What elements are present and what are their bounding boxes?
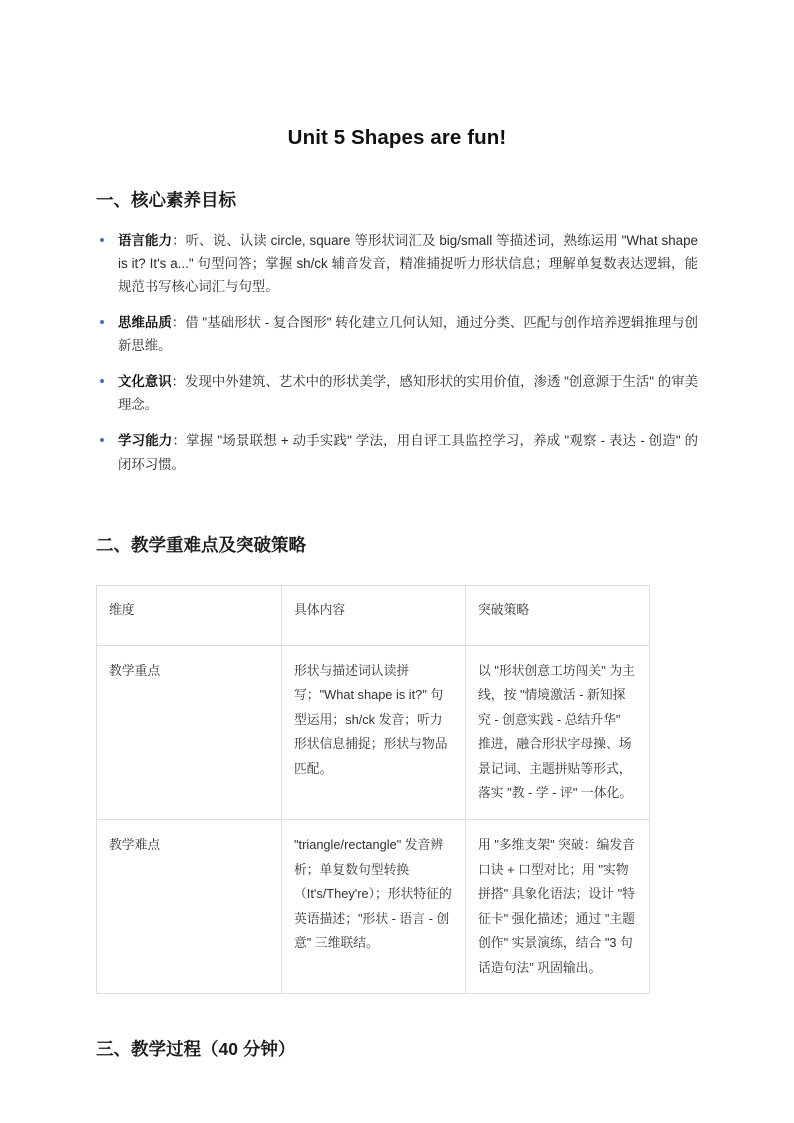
table-header [97, 586, 650, 646]
list-item-text: ：发现中外建筑、艺术中的形状美学，感知形状的实用价值，渗透 "创意源于生活" 的审美理念。 [118, 374, 698, 413]
list-item-text: ：听、说、认读 circle, square 等形状词汇及 big/small 等描述词，熟练运用 "What shape is it? It's a..." 句型问答；掌握 sh/ck 辅音发音，精准捕捉听力形状信息；理解单复数表达逻辑，能规范书写核心词汇与句型。 [118, 233, 699, 295]
section-heading-competency: 一、核心素养目标 [96, 189, 236, 210]
bullet-dot-icon [100, 379, 104, 383]
list-item-label: 思维品质 [118, 315, 172, 331]
column-header-dimension: 维度 [97, 586, 282, 646]
list-item-label: 语言能力 [118, 233, 173, 249]
cell-dimension: 教学重点 [97, 645, 282, 819]
list-item [96, 229, 698, 298]
list-item-label: 学习能力 [118, 433, 173, 449]
list-item-label: 文化意识 [118, 374, 172, 390]
cell-content: 形状与描述词认读拼写；"What shape is it?" 句型运用；sh/ck 发音；听力形状信息捕捉；形状与物品匹配。 [282, 645, 466, 819]
bullet-dot-icon [100, 320, 104, 324]
cell-dimension: 教学难点 [97, 820, 282, 994]
cell-strategy: 以 "形状创意工坊闯关" 为主线，按 "情境激活 - 新知探究 - 创意实践 - 总结升华" 推进，融合形状字母操、场景记词、主题拼贴等形式，落实 "教 - 学 - 评" 一体化。 [466, 645, 650, 819]
column-header-strategy: 突破策略 [466, 586, 650, 646]
key-points-table [96, 585, 650, 994]
list-item [96, 311, 698, 357]
list-item-text: ：借 "基础形状 - 复合图形" 转化建立几何认知，通过分类、匹配与创作培养逻辑推理与创新思维。 [118, 315, 698, 354]
column-header-content: 具体内容 [282, 586, 466, 646]
section-heading-process: 三、教学过程（40 分钟） [96, 1039, 296, 1060]
list-item [96, 370, 698, 416]
table-header-row [97, 586, 650, 646]
list-item [96, 429, 698, 475]
competency-list [96, 212, 698, 475]
table-body [97, 645, 650, 994]
cell-content: "triangle/rectangle" 发音辨析；单复数句型转换（It's/They're）；形状特征的英语描述；"形状 - 语言 - 创意" 三维联结。 [282, 820, 466, 994]
table-row [97, 645, 650, 819]
page-title: Unit 5 Shapes are fun! [287, 126, 507, 149]
bullet-dot-icon [100, 438, 104, 442]
list-item-text: ：掌握 "场景联想 + 动手实践" 学法，用自评工具监控学习，养成 "观察 - 表达 - 创造" 的闭环习惯。 [118, 433, 699, 472]
cell-strategy: 用 "多维支架" 突破：编发音口诀 + 口型对比；用 "实物拼搭" 具象化语法；设计 "特征卡" 强化描述；通过 "主题创作" 实景演练，结合 "3 句话造句法" 巩固输出。 [466, 820, 650, 994]
section-heading-key-points: 二、教学重难点及突破策略 [96, 534, 306, 555]
key-points-table-wrapper [96, 557, 698, 994]
bullet-dot-icon [100, 238, 104, 242]
table-row [97, 820, 650, 994]
